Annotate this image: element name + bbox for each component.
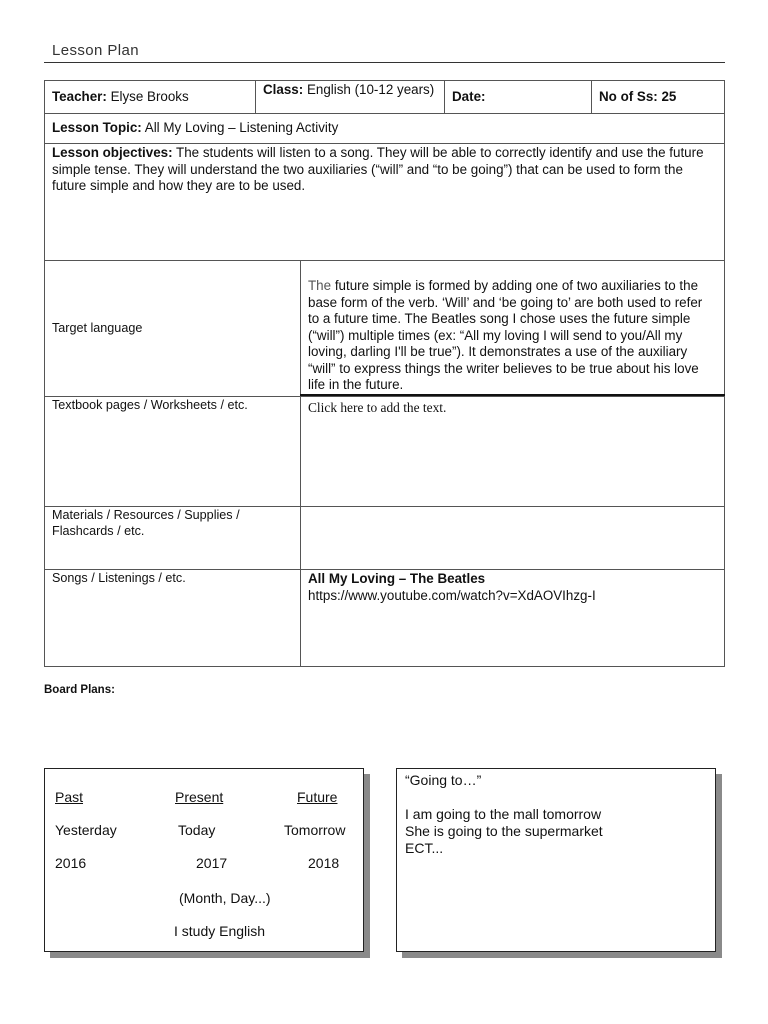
date-cell — [444, 80, 592, 114]
target-language-label-cell — [44, 260, 301, 397]
going-to-example-2: She is going to the supermarket — [405, 823, 603, 839]
target-language-lead: The — [308, 278, 332, 293]
going-to-example-3: ECT... — [405, 840, 444, 856]
song-title: All My Loving – The Beatles — [308, 571, 486, 586]
songs-label: Songs / Listenings / etc. — [52, 571, 186, 585]
objectives-value: The students will listen to a song. They will be able to correctly identify and use the future simple tense. They will understand the two auxiliaries (“will” and “to be going”) that can be used to form the future simple and how they are to be used. — [52, 145, 704, 193]
textbook-label-cell — [44, 396, 301, 507]
tomorrow-label: Tomorrow — [284, 822, 346, 838]
topic-value: All My Loving – Listening Activity — [144, 120, 339, 136]
example-sentence: I study English — [174, 923, 266, 939]
yesterday-label: Yesterday — [55, 822, 117, 838]
textbook-placeholder[interactable]: Click here to add the text. — [308, 400, 447, 415]
past-label: Past — [55, 789, 84, 805]
month-day-note: (Month, Day...) — [179, 890, 271, 906]
target-language-label: Target language — [52, 320, 143, 335]
materials-label-cell — [44, 506, 301, 570]
students-label: No of Ss: 25 — [599, 88, 677, 104]
teacher-cell — [44, 80, 256, 114]
board-plan-left — [44, 768, 364, 952]
year-2017: 2017 — [196, 855, 228, 871]
textbook-label: Textbook pages / Worksheets / etc. — [52, 398, 248, 412]
song-url[interactable]: https://www.youtube.com/watch?v=XdAOVIhzg-I — [308, 587, 596, 603]
topic-label: Lesson Topic: — [52, 120, 142, 136]
going-to-heading: “Going to…” — [405, 772, 482, 788]
board-plan-right — [396, 768, 716, 952]
year-2018: 2018 — [308, 855, 340, 871]
class-value: English (10-12 years) — [306, 82, 435, 97]
class-cell — [255, 80, 445, 114]
objectives-cell — [44, 143, 725, 261]
class-label: Class: — [263, 82, 304, 97]
materials-value-cell — [300, 506, 725, 570]
header-rule — [44, 62, 725, 63]
songs-label-cell — [44, 569, 301, 667]
topic-cell — [44, 113, 725, 144]
going-to-example-1: I am going to the mall tomorrow — [405, 806, 602, 822]
objectives-label: Lesson objectives: — [52, 145, 173, 160]
header-title: Lesson Plan — [52, 42, 139, 59]
teacher-value: Elyse Brooks — [110, 88, 189, 104]
materials-label: Materials / Resources / Supplies / Flashcards / etc. — [52, 508, 240, 538]
textbook-value-cell[interactable] — [300, 396, 725, 507]
future-label: Future — [297, 789, 338, 805]
target-language-value: future simple is formed by adding one of two auxiliaries to the base form of the verb. ‘Will’ and ‘be going to’ are both used to refer to a future time. The Beatles song I chose uses the future simple (“will”) multiple times (ex: “All my loving I will send to you/All my loving, darling I'll be true”). It demonstrates a use of the auxiliary “will” to express things the writer believes to be true about his love life in the future. — [308, 278, 703, 392]
year-2016: 2016 — [55, 855, 87, 871]
students-cell — [591, 80, 725, 114]
date-label: Date: — [452, 88, 486, 104]
teacher-label: Teacher: — [52, 88, 107, 104]
board-plans-label: Board Plans: — [44, 684, 115, 696]
target-language-value-cell — [300, 260, 725, 397]
present-label: Present — [175, 789, 224, 805]
today-label: Today — [178, 822, 216, 838]
songs-value-cell — [300, 569, 725, 667]
